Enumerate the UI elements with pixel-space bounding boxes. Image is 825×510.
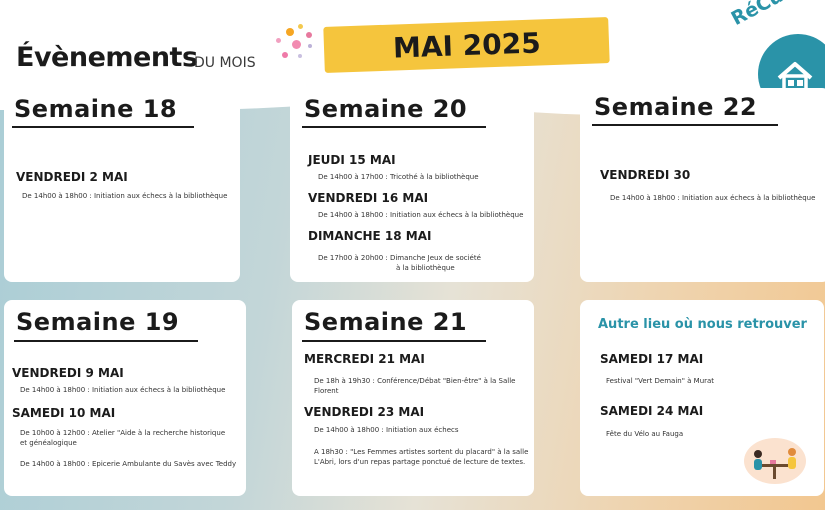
week-underline xyxy=(592,124,778,126)
other-places-title: Autre lieu où nous retrouver xyxy=(598,317,807,332)
event-detail: De 17h00 à 20h00 : Dimanche Jeux de société xyxy=(318,254,481,262)
week-underline xyxy=(302,340,486,342)
poster-subtitle: DU MOIS xyxy=(194,55,256,71)
event-detail: De 14h00 à 18h00 : Epicerie Ambulante du Savès avec Teddy xyxy=(20,460,237,468)
decorative-dots-icon xyxy=(272,22,322,68)
poster-title: Évènements xyxy=(16,42,198,73)
event-detail: De 14h00 à 18h00 : Initiation aux échecs à la bibliothèque xyxy=(20,386,226,394)
event-day: VENDREDI 16 MAI xyxy=(308,191,429,205)
week-title-19: Semaine 19 xyxy=(16,308,180,336)
event-detail: De 14h00 à 18h00 : Initiation aux échecs à la bibliothèque xyxy=(318,211,524,219)
week-underline xyxy=(12,126,194,128)
event-day: VENDREDI 9 MAI xyxy=(12,366,124,380)
event-detail: De 14h00 à 17h00 : Tricothé à la bibliothèque xyxy=(318,173,479,181)
event-detail: et généalogique xyxy=(20,439,77,447)
event-detail: L'Abri, lors d'un repas partage ponctué de lecture de textes. xyxy=(314,458,526,466)
event-detail: A 18h30 : "Les Femmes artistes sortent du placard" à la salle xyxy=(314,448,529,456)
event-detail: Festival "Vert Demain" à Murat xyxy=(606,377,715,385)
event-day: VENDREDI 23 MAI xyxy=(304,405,425,419)
week-title-22: Semaine 22 xyxy=(594,93,758,121)
week-title-21: Semaine 21 xyxy=(304,308,468,336)
event-detail: De 14h00 à 18h00 : Initiation aux échecs xyxy=(314,426,459,434)
event-detail: à la bibliothèque xyxy=(396,264,455,272)
event-detail: Fête du Vélo au Fauga xyxy=(606,430,684,438)
event-detail: De 10h00 à 12h00 : Atelier "Aide à la recherche historique xyxy=(20,429,226,437)
week-title-20: Semaine 20 xyxy=(304,95,468,123)
event-day: MERCREDI 21 MAI xyxy=(304,352,425,366)
event-day: JEUDI 15 MAI xyxy=(308,153,396,167)
event-detail: Florent xyxy=(314,387,339,395)
event-day: VENDREDI 2 MAI xyxy=(16,170,128,184)
week-underline xyxy=(14,340,198,342)
people-at-table-icon xyxy=(744,438,806,484)
event-detail: De 14h00 à 18h00 : Initiation aux échecs à la bibliothèque xyxy=(22,192,228,200)
event-day: SAMEDI 17 MAI xyxy=(600,352,704,366)
week-title-18: Semaine 18 xyxy=(14,95,178,123)
event-detail: De 14h00 à 18h00 : Initiation aux échecs à la bibliothèque xyxy=(610,194,816,202)
event-detail: De 18h à 19h30 : Conférence/Débat "Bien-être" à la Salle xyxy=(314,377,516,385)
month-label: MAI 2025 xyxy=(392,26,542,65)
event-day: SAMEDI 10 MAI xyxy=(12,406,116,420)
event-day: SAMEDI 24 MAI xyxy=(600,404,704,418)
event-day: VENDREDI 30 xyxy=(600,168,691,182)
event-day: DIMANCHE 18 MAI xyxy=(308,229,432,243)
week-underline xyxy=(302,126,486,128)
